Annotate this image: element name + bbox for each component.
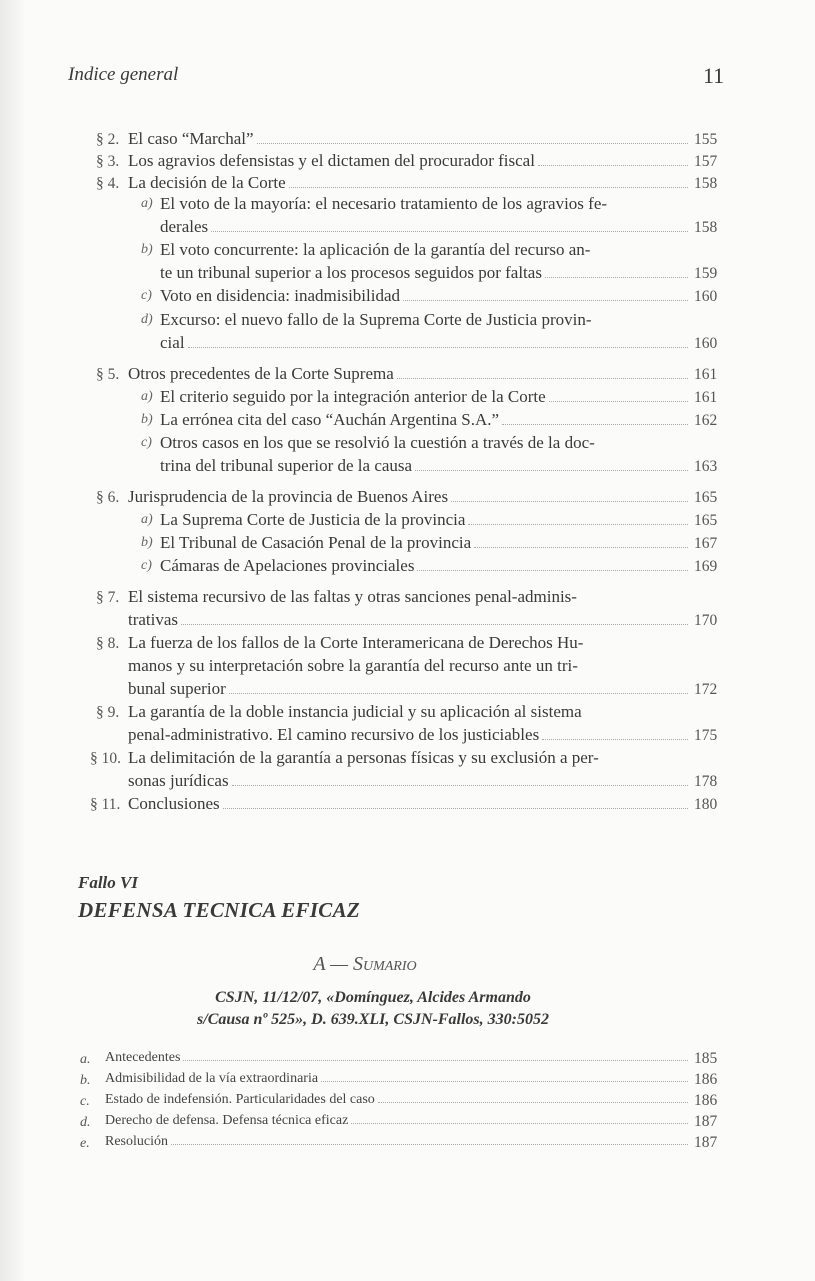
- toc-entry: [128, 748, 599, 768]
- toc-page-number: 172: [694, 681, 718, 698]
- sumario-item-title: Estado de indefensión. Particularidades del caso: [105, 1092, 375, 1107]
- toc-entry-continuation: [128, 771, 694, 791]
- sumario-heading: [0, 953, 730, 976]
- dot-leader: [171, 1144, 688, 1145]
- toc-page-number: 159: [694, 265, 718, 282]
- toc-entry-continuation: [128, 679, 694, 699]
- dot-leader: [351, 1123, 688, 1124]
- toc-subentry-title: trina del tribunal superior de la causa: [160, 456, 413, 475]
- toc-subentry: [160, 387, 694, 407]
- dot-leader: [183, 1060, 688, 1061]
- dot-leader: [378, 1102, 688, 1103]
- toc-section-number: § 11.: [90, 796, 121, 813]
- toc-page-number: 163: [694, 458, 718, 475]
- toc-page-number: 157: [694, 153, 718, 170]
- toc-entry-title: El sistema recursivo de las faltas y otras sanciones penal-adminis-: [128, 587, 577, 606]
- dot-leader: [417, 570, 688, 571]
- toc-page-number: 180: [694, 796, 718, 813]
- toc-entry-title: trativas: [128, 610, 179, 629]
- toc-page-number: 165: [694, 512, 718, 529]
- toc-section-number: § 10.: [90, 750, 121, 767]
- toc-section-number: § 4.: [96, 175, 120, 192]
- toc-page-number: 160: [694, 335, 718, 352]
- toc-subentry: [160, 194, 607, 214]
- toc-subentry-title: cial: [160, 333, 185, 352]
- toc-entry-title: sonas jurídicas: [128, 771, 229, 790]
- toc-subentry-letter: b): [141, 242, 153, 257]
- toc-subentry-title: El Tribunal de Casación Penal de la provincia: [160, 533, 472, 552]
- dot-leader: [403, 300, 688, 301]
- page-number: 11: [703, 63, 725, 88]
- sumario-item-letter: b.: [80, 1073, 91, 1088]
- dot-leader: [211, 231, 688, 232]
- sumario-item: [105, 1113, 694, 1129]
- sumario-item-title: Derecho de defensa. Defensa técnica eficaz: [105, 1113, 349, 1128]
- dot-leader: [538, 165, 688, 166]
- toc-subentry-title: El criterio seguido por la integración anterior de la Corte: [160, 387, 546, 406]
- sumario-item-page: 187: [694, 1134, 718, 1151]
- sumario-item-title: Antecedentes: [105, 1050, 181, 1065]
- toc-subentry: [160, 533, 694, 553]
- toc-subentry-title: La errónea cita del caso “Auchán Argentina S.A.”: [160, 410, 500, 429]
- toc-page-number: 175: [694, 727, 718, 744]
- toc-entry-title: La fuerza de los fallos de la Corte Interamericana de Derechos Hu-: [128, 633, 584, 652]
- toc-subentry: [160, 310, 592, 330]
- toc-subentry: [160, 286, 694, 306]
- dot-leader: [229, 693, 688, 694]
- toc-page-number: 178: [694, 773, 718, 790]
- toc-subentry-title: El voto concurrente: la aplicación de la garantía del recurso an-: [160, 240, 591, 259]
- dot-leader: [545, 277, 688, 278]
- dot-leader: [397, 378, 688, 379]
- toc-page-number: 170: [694, 612, 718, 629]
- toc-page-number: 165: [694, 489, 718, 506]
- dot-leader: [542, 739, 688, 740]
- dot-leader: [257, 143, 688, 144]
- toc-subentry-continuation: [160, 456, 694, 476]
- toc-entry-continuation: [128, 656, 578, 676]
- toc-subentry-title: te un tribunal superior a los procesos seguidos por faltas: [160, 263, 542, 282]
- toc-entry: [128, 633, 583, 653]
- case-citation-line-2: s/Causa nº 525», D. 639.XLI, CSJN-Fallos, 330:5052: [197, 1011, 549, 1028]
- case-citation-line-1: CSJN, 11/12/07, «Domínguez, Alcides Armando: [215, 989, 531, 1006]
- toc-subentry-letter: c): [141, 435, 152, 450]
- toc-subentry-letter: c): [141, 288, 152, 303]
- toc-entry: [128, 702, 582, 722]
- toc-entry-title: La garantía de la doble instancia judicial y su aplicación al sistema: [128, 702, 582, 721]
- toc-page-number: 155: [694, 131, 718, 148]
- dot-leader: [474, 547, 688, 548]
- sumario-item-letter: c.: [80, 1094, 90, 1109]
- dot-leader: [289, 187, 688, 188]
- toc-section-number: § 2.: [96, 131, 120, 148]
- toc-subentry-title: Excurso: el nuevo fallo de la Suprema Corte de Justicia provin-: [160, 310, 592, 329]
- sumario-item-letter: e.: [80, 1136, 90, 1151]
- sumario-item-page: 187: [694, 1113, 718, 1130]
- sumario-item-page: 186: [694, 1092, 718, 1109]
- toc-subentry-title: Voto en disidencia: inadmisibilidad: [160, 286, 401, 305]
- toc-entry-title: El caso “Marchal”: [128, 129, 254, 148]
- toc-subentry-letter: a): [141, 196, 153, 211]
- toc-section-number: § 6.: [96, 489, 120, 506]
- toc-page-number: 162: [694, 412, 718, 429]
- toc-subentry: [160, 556, 694, 576]
- sumario-item-letter: d.: [80, 1115, 91, 1130]
- toc-entry: [128, 364, 694, 384]
- sumario-item-letter: a.: [80, 1052, 91, 1067]
- toc-entry-title: La decisión de la Corte: [128, 173, 286, 192]
- dot-leader: [549, 401, 688, 402]
- sumario-item-title: Resolución: [105, 1134, 168, 1149]
- sumario-item-page: 186: [694, 1071, 718, 1088]
- toc-entry-title: bunal superior: [128, 679, 226, 698]
- toc-subentry-title: derales: [160, 217, 209, 236]
- sumario-item: [105, 1071, 694, 1087]
- toc-entry-continuation: [128, 725, 694, 745]
- toc-page-number: 160: [694, 288, 718, 305]
- toc-page-number: 158: [694, 219, 718, 236]
- dot-leader: [232, 785, 688, 786]
- toc-page-number: 167: [694, 535, 718, 552]
- page-gutter-shadow: [0, 0, 26, 1281]
- toc-entry: [128, 487, 694, 507]
- toc-subentry: [160, 433, 595, 453]
- sumario-item-page: 185: [694, 1050, 718, 1067]
- toc-entry: [128, 129, 694, 149]
- toc-entry: [128, 587, 577, 607]
- sumario-item: [105, 1092, 694, 1108]
- toc-subentry-continuation: [160, 263, 694, 283]
- toc-subentry-letter: d): [141, 312, 153, 327]
- toc-subentry-title: Cámaras de Apelaciones provinciales: [160, 556, 415, 575]
- sumario-prefix: A —: [313, 953, 353, 975]
- toc-entry: [128, 151, 694, 171]
- toc-entry-title: La delimitación de la garantía a personas físicas y su exclusión a per-: [128, 748, 599, 767]
- toc-subentry-letter: b): [141, 535, 153, 550]
- toc-section-number: § 5.: [96, 366, 120, 383]
- sumario-item: [105, 1134, 694, 1150]
- dot-leader: [188, 347, 688, 348]
- dot-leader: [181, 624, 688, 625]
- toc-entry-title: manos y su interpretación sobre la garantía del recurso ante un tri-: [128, 656, 578, 675]
- toc-entry: [128, 794, 694, 814]
- toc-page-number: 158: [694, 175, 718, 192]
- toc-subentry-title: El voto de la mayoría: el necesario tratamiento de los agravios fe-: [160, 194, 608, 213]
- fallo-title: DEFENSA TECNICA EFICAZ: [78, 898, 361, 922]
- toc-subentry-continuation: [160, 333, 694, 353]
- toc-section-number: § 7.: [96, 589, 120, 606]
- sumario-item-title: Admisibilidad de la vía extraordinaria: [105, 1071, 319, 1086]
- toc-entry-title: Conclusiones: [128, 794, 220, 813]
- fallo-label: Fallo VI: [78, 873, 138, 892]
- dot-leader: [451, 501, 688, 502]
- dot-leader: [502, 424, 688, 425]
- toc-entry-title: Otros precedentes de la Corte Suprema: [128, 364, 394, 383]
- toc-entry-title: penal-administrativo. El camino recursivo de los justiciables: [128, 725, 540, 744]
- toc-entry: [128, 173, 694, 193]
- toc-page-number: 169: [694, 558, 718, 575]
- dot-leader: [415, 470, 688, 471]
- toc-subentry: [160, 410, 694, 430]
- dot-leader: [223, 808, 688, 809]
- toc-subentry: [160, 240, 590, 260]
- sumario-item: [105, 1050, 694, 1066]
- toc-entry-title: Jurisprudencia de la provincia de Buenos Aires: [128, 487, 449, 506]
- toc-section-number: § 3.: [96, 153, 120, 170]
- toc-page-number: 161: [694, 389, 718, 406]
- toc-section-number: § 8.: [96, 635, 120, 652]
- toc-page-number: 161: [694, 366, 718, 383]
- toc-entry-title: Los agravios defensistas y el dictamen del procurador fiscal: [128, 151, 535, 170]
- toc-subentry-letter: a): [141, 512, 153, 527]
- toc-section-number: § 9.: [96, 704, 120, 721]
- toc-entry-continuation: [128, 610, 694, 630]
- dot-leader: [321, 1081, 688, 1082]
- toc-subentry-letter: c): [141, 558, 152, 573]
- toc-subentry-continuation: [160, 217, 694, 237]
- toc-subentry-title: Otros casos en los que se resolvió la cuestión a través de la doc-: [160, 433, 595, 452]
- toc-subentry: [160, 510, 694, 530]
- running-head: Indice general: [68, 64, 179, 85]
- toc-subentry-title: La Suprema Corte de Justicia de la provincia: [160, 510, 466, 529]
- dot-leader: [468, 524, 688, 525]
- sumario-word: Sumario: [352, 953, 417, 975]
- toc-subentry-letter: b): [141, 412, 153, 427]
- toc-subentry-letter: a): [141, 389, 153, 404]
